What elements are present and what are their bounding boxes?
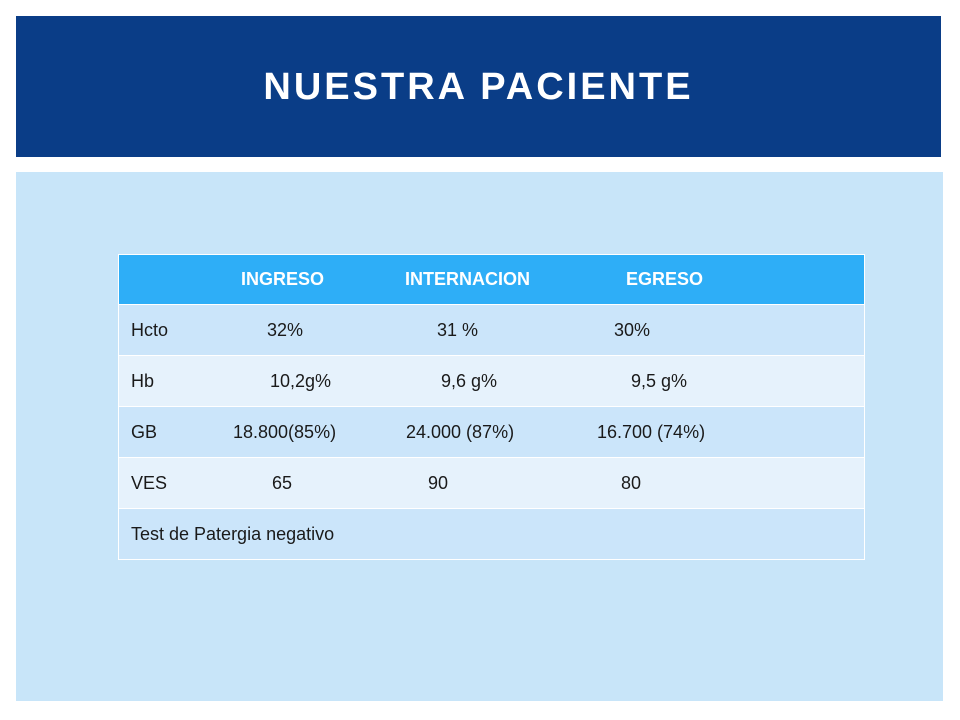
cell-egreso: 30% bbox=[614, 319, 651, 340]
cell-ingreso: 10,2g% bbox=[270, 370, 332, 391]
table-row-gb bbox=[119, 407, 864, 458]
cell-egreso: 80 bbox=[621, 472, 642, 493]
cell-egreso: 16.700 (74%) bbox=[597, 421, 706, 442]
patergia-note: Test de Patergia negativo bbox=[131, 523, 335, 544]
row-label: Hcto bbox=[131, 319, 169, 340]
row-label: Hb bbox=[131, 370, 155, 391]
cell-egreso: 9,5 g% bbox=[631, 370, 688, 391]
cell-internacion: 24.000 (87%) bbox=[406, 421, 515, 442]
cell-internacion: 90 bbox=[428, 472, 449, 493]
lab-results-table bbox=[118, 254, 865, 560]
header-egreso: EGRESO bbox=[626, 269, 704, 289]
cell-ingreso: 32% bbox=[267, 319, 304, 340]
cell-internacion: 31 % bbox=[437, 319, 479, 340]
row-label: VES bbox=[131, 472, 168, 493]
header-ingreso: INGRESO bbox=[241, 269, 325, 289]
header-internacion: INTERNACION bbox=[405, 269, 530, 289]
table-row-patergia bbox=[119, 509, 864, 559]
title-band bbox=[16, 16, 941, 157]
row-label: GB bbox=[131, 421, 158, 442]
table-row-hcto bbox=[119, 305, 864, 356]
table-row-ves bbox=[119, 458, 864, 509]
table-row-hb bbox=[119, 356, 864, 407]
cell-internacion: 9,6 g% bbox=[441, 370, 498, 391]
slide-title: NUESTRA PACIENTE bbox=[263, 66, 694, 108]
cell-ingreso: 65 bbox=[272, 472, 293, 493]
cell-ingreso: 18.800(85%) bbox=[233, 421, 337, 442]
table-header-row bbox=[119, 255, 864, 305]
